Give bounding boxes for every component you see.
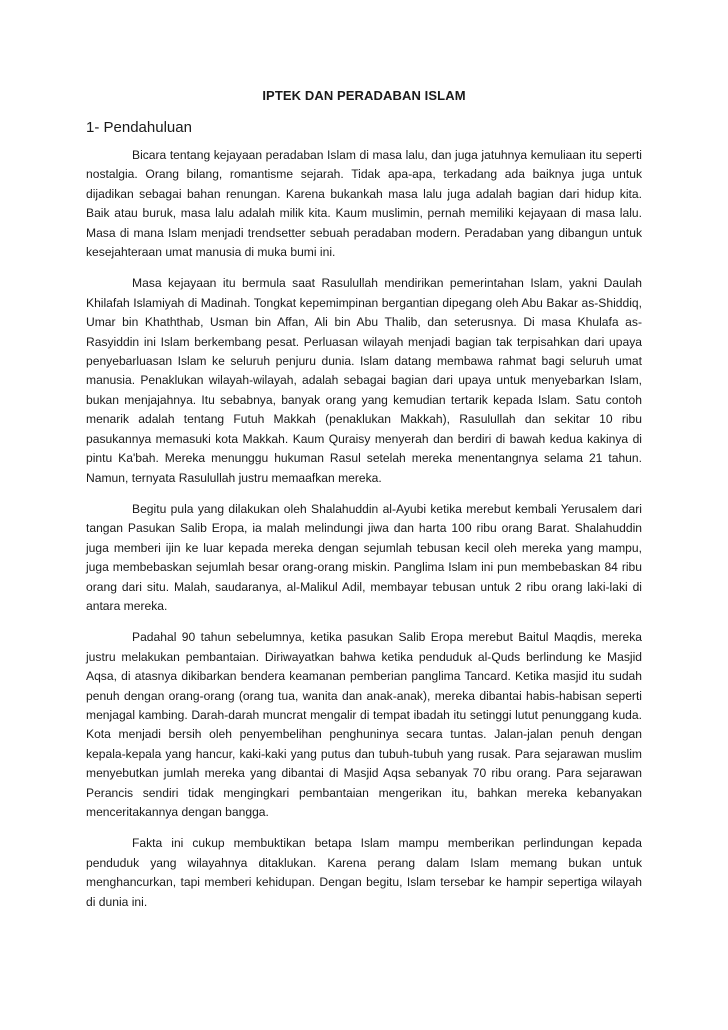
section-heading: 1- Pendahuluan <box>86 119 192 136</box>
paragraph-3: Begitu pula yang dilakukan oleh Shalahuddin al-Ayubi ketika merebut kembali Yerusalem dari tangan Pasukan Salib Eropa, ia malah melindungi jiwa dan harta 100 ribu orang Barat. Shalahuddin juga memberi ijin ke luar kepada mereka dengan sejumlah tebusan kecil oleh mereka yang mampu, juga membebaskan sejumlah besar orang-orang miskin. Panglima Islam ini pun membebaskan 84 ribu orang dari situ. Malah, saudaranya, al-Malikul Adil, membayar tebusan untuk 2 ribu orang laki-laki di antara mereka. <box>86 501 642 613</box>
paragraph-1: Bicara tentang kejayaan peradaban Islam di masa lalu, dan juga jatuhnya kemuliaan itu seperti nostalgia. Orang bilang, romantisme sejarah. Tidak apa-apa, terkadang ada baiknya juga untuk dijadikan sebagai bahan renungan. Karena bukankah masa lalu juga adalah bagian dari hidup kita. Baik atau buruk, masa lalu adalah milik kita. Kaum muslimin, pernah memiliki kejayaan di masa lalu. Masa di mana Islam menjadi trendsetter sebuah peradaban modern. Peradaban yang dibangun untuk kesejahteraan umat manusia di muka bumi ini. <box>86 148 642 260</box>
paragraph-4: Padahal 90 tahun sebelumnya, ketika pasukan Salib Eropa merebut Baitul Maqdis, mereka justru melakukan pembantaian. Diriwayatkan bahwa ketika penduduk al-Quds berlindung ke Masjid Aqsa, di atasnya dikibarkan bendera keamanan pemberian panglima Tancard. Ketika masjid itu sudah penuh dengan orang-orang (orang tua, wanita dan anak-anak), mereka dibantai habis-habisan seperti menjagal kambing. Darah-darah muncrat mengalir di tempat ibadah itu setinggi lutut penunggang kuda. Kota menjadi bersih oleh penyembelihan penghuninya secara tuntas. Jalan-jalan penuh dengan kepala-kepala yang hancur, kaki-kaki yang putus dan tubuh-tubuh yang rusak. Para sejarawan muslim menyebutkan jumlah mereka yang dibantai di Masjid Aqsa sebanyak 70 ribu orang. Para sejarawan Perancis sendiri tidak mengingkari pembantaian mengerikan itu, bahkan mereka kebanyakan menceritakannya dengan bangga. <box>86 630 642 819</box>
document-title: IPTEK DAN PERADABAN ISLAM <box>262 88 466 103</box>
paragraph-5: Fakta ini cukup membuktikan betapa Islam mampu memberikan perlindungan kepada penduduk yang wilayahnya ditaklukan. Karena perang dalam Islam memang bukan untuk menghancurkan, tapi memberi kehidupan. Dengan begitu, Islam tersebar ke hampir sepertiga wilayah di dunia ini. <box>86 836 642 909</box>
document-page <box>86 86 642 924</box>
paragraph-2: Masa kejayaan itu bermula saat Rasulullah mendirikan pemerintahan Islam, yakni Daulah Khilafah Islamiyah di Madinah. Tongkat kepemimpinan bergantian dipegang oleh Abu Bakar as-Shiddiq, Umar bin Khaththab, Usman bin Affan, Ali bin Abu Thalib, dan seterusnya. Di masa Khulafa as-Rasyiddin ini Islam berkembang pesat. Perluasan wilayah menjadi bagian tak terpisahkan dari upaya penyebarluasan Islam ke seluruh penjuru dunia. Islam datang membawa rahmat bagi seluruh umat manusia. Penaklukan wilayah-wilayah, adalah sebagai bagian dari upaya untuk menyebarkan Islam, bukan menjajahnya. Itu sebabnya, banyak orang yang kemudian tertarik kepada Islam. Satu contoh menarik adalah tentang Futuh Makkah (penaklukan Makkah), Rasulullah dan sekitar 10 ribu pasukannya memasuki kota Makkah. Kaum Quraisy menyerah dan berdiri di bawah kedua kakinya di pintu Ka'bah. Mereka menunggu hukuman Rasul setelah mereka menentangnya selama 21 tahun. Namun, ternyata Rasulullah justru memaafkan mereka. <box>86 276 642 485</box>
